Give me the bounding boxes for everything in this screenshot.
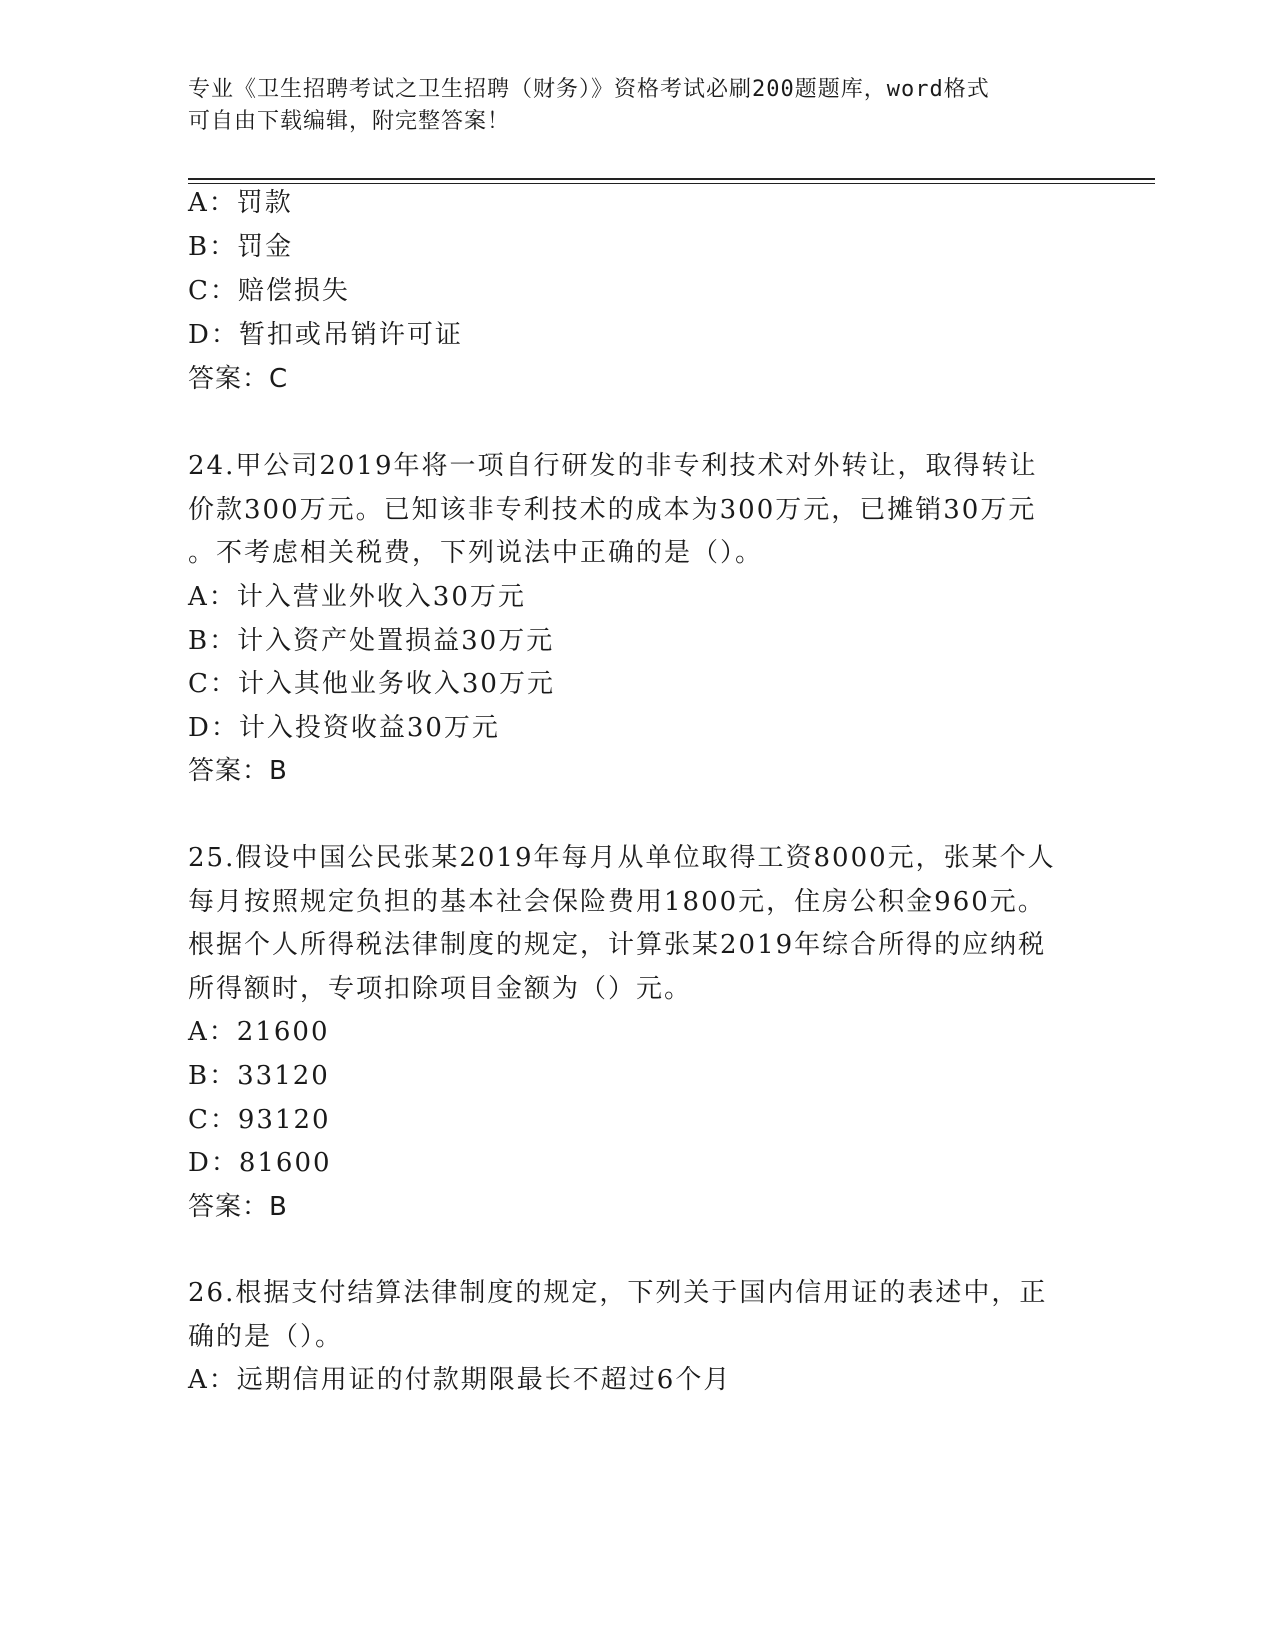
header-divider-thin — [188, 183, 1155, 184]
q23-option-c: C：赔偿损失 — [188, 276, 350, 306]
q24-stem-line-2: 价款300万元。已知该非专利技术的成本为300万元，已摊销30万元 — [188, 495, 1037, 525]
q23-option-d: D：暂扣或吊销许可证 — [188, 320, 463, 350]
q25-option-c: C：93120 — [188, 1105, 331, 1135]
q25-option-a: A：21600 — [188, 1017, 330, 1047]
q24-option-a: A：计入营业外收入30万元 — [188, 582, 526, 612]
q25-stem-line-3: 根据个人所得税法律制度的规定，计算张某2019年综合所得的应纳税 — [188, 930, 1047, 960]
q25-stem-line-1: 25.假设中国公民张某2019年每月从单位取得工资8000元，张某个人 — [188, 843, 1056, 873]
header-title-line-2: 可自由下载编辑，附完整答案！ — [188, 109, 511, 134]
header-title-line-1: 专业《卫生招聘考试之卫生招聘（财务）》资格考试必刷200题题库，word格式 — [188, 77, 990, 102]
q24-stem-line-3: 。不考虑相关税费，下列说法中正确的是（）。 — [188, 538, 764, 568]
q24-stem-line-1: 24.甲公司2019年将一项自行研发的非专利技术对外转让，取得转让 — [188, 451, 1038, 481]
q25-stem-line-2: 每月按照规定负担的基本社会保险费用1800元，住房公积金960元。 — [188, 887, 1046, 917]
q26-stem-line-1: 26.根据支付结算法律制度的规定，下列关于国内信用证的表述中，正 — [188, 1278, 1048, 1308]
q24-option-c: C：计入其他业务收入30万元 — [188, 669, 555, 699]
header-divider-thick — [188, 178, 1155, 180]
q24-answer: 答案：B — [188, 756, 288, 786]
q23-option-b: B：罚金 — [188, 232, 294, 262]
q26-option-a: A：远期信用证的付款期限最长不超过6个月 — [188, 1365, 732, 1395]
q23-answer: 答案：C — [188, 364, 289, 394]
q26-stem-line-2: 确的是（）。 — [188, 1322, 344, 1352]
q25-option-b: B：33120 — [188, 1061, 330, 1091]
q23-option-a: A：罚款 — [188, 188, 293, 218]
q25-option-d: D：81600 — [188, 1148, 332, 1178]
q25-answer: 答案：B — [188, 1192, 288, 1222]
q25-stem-line-4: 所得额时，专项扣除项目金额为（）元。 — [188, 974, 693, 1004]
q24-option-b: B：计入资产处置损益30万元 — [188, 626, 555, 656]
q24-option-d: D：计入投资收益30万元 — [188, 713, 500, 743]
document-header — [188, 74, 1068, 138]
